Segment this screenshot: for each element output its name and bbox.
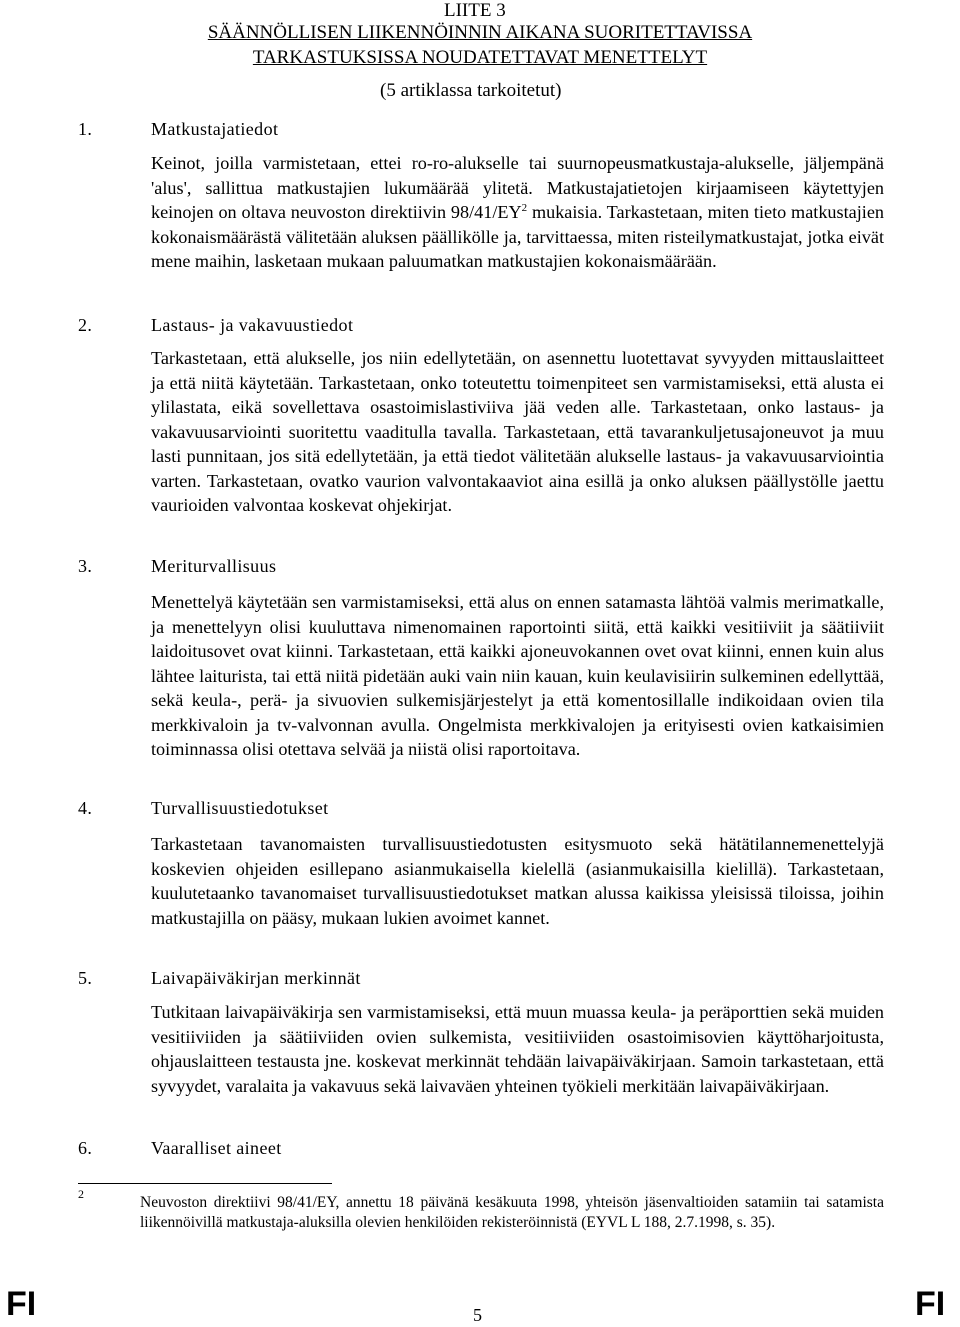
section-3-title: Meriturvallisuus	[151, 556, 277, 576]
section-5-text: Tutkitaan laivapäiväkirja sen varmistamiseksi, että muun muassa keula- ja peräporttien sekä muiden vesitiiviiden ja säätiiviiden ovien sulkemista, vesitiiviiden osastoimisovien käyttöharjoitusta, ohjauslaitteen testausta jne. koskevat merkinnät tehdään laivapäiväkirjaan. Samoin tarkastetaan, että syvyydet, varalaita ja vakavuus sekä laivaväen yhteinen työkieli merkitään laivapäiväkirjaan.	[151, 1002, 884, 1096]
document-title-line-2: TARKASTUKSISSA NOUDATETTAVAT MENETTELYT	[252, 47, 708, 68]
footnote-number: 2	[78, 1187, 84, 1201]
article-reference-note: (5 artiklassa tarkoitetut)	[380, 80, 562, 101]
section-1-text-part-1: Keinot, joilla varmistetaan, ettei ro-ro-alukselle tai suurnopeusmatkustaja-alukselle, jäljempänä 'alus', sallittua matkustajien lukumäärää ylitetä. Matkustajatietojen kirjaamiseen käytettyjen keinojen on oltava neuvoston direktiivin 98/41/EY	[151, 153, 884, 222]
annex-label: LIITE 3	[444, 0, 506, 21]
page-number: 5	[473, 1305, 482, 1325]
section-5-number: 5.	[78, 968, 93, 988]
section-4-paragraph	[151, 832, 884, 930]
section-6-number: 6.	[78, 1138, 93, 1158]
section-2-paragraph	[151, 346, 884, 518]
section-5-title: Laivapäiväkirjan merkinnät	[151, 968, 361, 988]
language-code-right: FI	[915, 1285, 946, 1323]
section-6-title: Vaaralliset aineet	[151, 1138, 282, 1158]
section-4-text: Tarkastetaan tavanomaisten turvallisuustiedotusten esitysmuoto sekä hätätilannemenettelyjä koskevien ohjeiden esillepano asianmukaisella kielellä (asianmukaisilla kielillä). Tarkastetaan, kuulutetaanko tavanomaiset turvallisuustiedotukset matkan alussa kaikissa yleisissä tiloissa, joihin matkustajilla on pääsy, mukaan lukien avoimet kannet.	[151, 834, 884, 928]
footnote-text: Neuvoston direktiivi 98/41/EY, annettu 18 päivänä kesäkuuta 1998, yhteisön jäsenvaltioiden satamiin tai satamista liikennöivillä matkustaja-aluksilla olevien henkilöiden rekisteröinnistä (EYVL L 188, 2.7.1998, s. 35).	[140, 1194, 884, 1231]
section-5-paragraph	[151, 1000, 884, 1098]
document-title-line-1: SÄÄNNÖLLISEN LIIKENNÖINNIN AIKANA SUORITETTAVISSA	[207, 22, 753, 43]
section-2-number: 2.	[78, 315, 93, 335]
section-1-text-part-2: mukaisia. Tarkastetaan, miten tieto matkustajien kokonaismäärästä välitetään aluksen päällikölle ja, tarvittaessa, miten risteilymatkustajat, jotka eivät mene maihin, lasketaan mukaan paluumatkan matkustajien kokonaismäärään.	[151, 202, 884, 271]
footnote-reference[interactable]: 2	[521, 201, 528, 214]
section-1-title: Matkustajatiedot	[151, 119, 279, 139]
section-3-text: Menettelyä käytetään sen varmistamiseksi, että alus on ennen satamasta lähtöä valmis merimatkalle, ja menettelyyn olisi kuuluttava nimenomainen raportointi siitä, että kaikki vesitiiviit ja säätiiviit laidoitusovet ovat kiinni. Tarkastetaan, että kaikki ajoneuvokannen ovet ovat kiinni, ennen kuin alus lähtee laiturista, tai että niitä pidetään auki vain niin kauan, kuin keulavisiirin sulkeminen edellyttää, sekä keula-, perä- ja sivuovien sulkemisjärjestelyt ja että komentosillalle indikoidaan ovien tila merkkivaloin ja tv-valvonnan avulla. Ongelmista merkkivalojen ja erityisesti ovien katkaisimien toiminnassa olisi otettava selvää ja niistä olisi raportoitava.	[151, 592, 884, 759]
footnote-divider	[78, 1183, 332, 1184]
language-code-left: FI	[6, 1285, 37, 1323]
section-3-paragraph	[151, 590, 884, 762]
section-4-title: Turvallisuustiedotukset	[151, 798, 329, 818]
section-2-text: Tarkastetaan, että alukselle, jos niin edellytetään, on asennettu luotettavat syvyyden mittauslaitteet ja että niitä käytetään. Tarkastetaan, onko toteutettu toimenpiteet sen varmistamiseksi, että alusta ei ylilastata, eikä sovellettava osastoimislastiviiva jää veden alle. Tarkastetaan, onko lastaus- ja vakavuusarviointi suoritettu vaaditulla tavalla. Tarkastetaan, että tavarankuljetusajoneuvot ja muu lasti punnitaan, jos sitä edellytetään, ja että tiedot välitetään alukselle lastaus- ja vakavuusarviointia varten. Tarkastetaan, ovatko vaurion valvontakaaviot aina esillä ja onko aluksen päällystölle jaettu vaurioiden valvontaa koskevat ohjekirjat.	[151, 348, 884, 515]
section-3-number: 3.	[78, 556, 93, 576]
section-1-paragraph	[151, 151, 884, 274]
section-1-number: 1.	[78, 119, 93, 139]
section-4-number: 4.	[78, 798, 93, 818]
section-2-title: Lastaus- ja vakavuustiedot	[151, 315, 354, 335]
